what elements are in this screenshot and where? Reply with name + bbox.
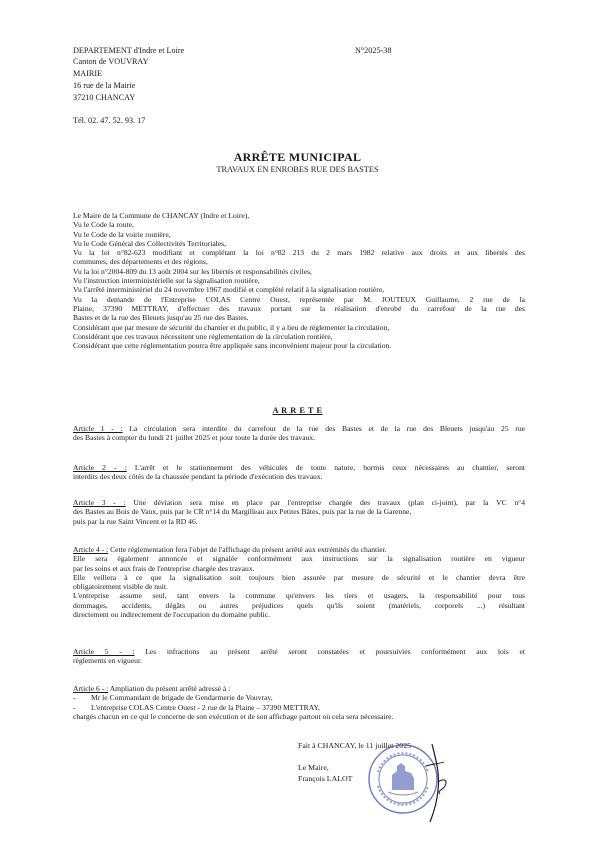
article-text: Elle sera également annoncée et signalée conformément aux instructions sur la signalisation routière en vigueur xyxy=(73,554,525,564)
article-text: Elle veillera à ce que la signalisation soit toujours bien assurée par mesure de sécurité et le chantier devra être xyxy=(73,572,525,582)
city-line: 37210 CHANCAY xyxy=(73,93,136,102)
preamble-line: Vu l'instruction interministérielle sur la signalisation routière, xyxy=(73,276,260,286)
article-label: Article 1 - : xyxy=(73,424,123,433)
article-text: L'entreprise assume seul, tant envers la commune qu'envers les tiers et usagers, la responsabilité pour tous xyxy=(73,591,525,601)
signatory-role: Le Maire, xyxy=(298,763,329,772)
recipient-text: L'entreprise COLAS Centre Ouest - 2 rue de la Plaine – 37390 METTRAY, xyxy=(91,702,320,712)
decree-number: N°2025-38 xyxy=(355,46,392,55)
preamble-line: Bastes et de la rue des Bleuets jusqu'au 25 rue des Bastes. xyxy=(73,313,249,323)
bullet-icon: - xyxy=(73,702,76,712)
article-5 xyxy=(73,647,525,666)
recipient-text: Mr le Commandant de brigade de Gendarmerie de Vouvray, xyxy=(91,693,273,703)
article-label: Article 2 - : xyxy=(73,463,127,472)
article-text: La circulation sera interdite du carrefour de la rue des Bastes et de la rue des Bleuets jusqu'au 25 rue xyxy=(122,424,525,433)
article-text: Ampliation du présent arrêté adressé à : xyxy=(108,684,231,693)
article-label: Article 6 - : xyxy=(73,684,109,693)
department-line: DEPARTEMENT d'Indre et Loire xyxy=(73,46,185,55)
canton-line: Canton de VOUVRAY xyxy=(73,57,149,66)
phone-line: Tél. 02. 47. 52. 93. 17 xyxy=(73,116,146,125)
article-label: Article 3 - : xyxy=(73,498,126,507)
article-text: directement ou indirectement de l'occupation du domaine public. xyxy=(73,610,271,620)
page-subtitle: TRAVAUX EN ENROBES RUE DES BASTES xyxy=(216,165,379,174)
article-text: par les soins et aux frais de l'entreprise chargée des travaux. xyxy=(73,563,255,573)
article-text: règlements en vigueur. xyxy=(73,656,142,666)
mairie-line: MAIRIE xyxy=(73,69,103,78)
article-text: L'arrêt et le stationnement des véhicules de toute nature, hormis ceux nécessaires au chantier, seront xyxy=(126,463,525,472)
handwritten-signature xyxy=(418,742,458,824)
article-2 xyxy=(73,463,525,482)
preamble-line: Vu la demande de l'Entreprise COLAS Centre Ouest, représentée par M. JOUTEUX Guillaume, 2 rue de la xyxy=(73,294,525,304)
article-6 xyxy=(73,684,525,721)
article-label: Article 5 - : xyxy=(73,647,135,656)
list-item xyxy=(73,693,525,702)
preamble-line: communes, des départements et des régions, xyxy=(73,257,208,267)
page-title: ARRÊTE MUNICIPAL xyxy=(233,150,362,164)
preamble-line: Vu l'arrêté interministériel du 24 novembre 1967 modifié et complété relatif à la signalisation routière, xyxy=(73,285,385,295)
street-line: 16 rue de la Mairie xyxy=(73,81,136,90)
preamble-line: Considérant que ces travaux nécessitent une réglementation de la circulation routière, xyxy=(73,331,333,341)
preamble-line: Vu la loi n°2004-809 du 13 août 2004 sur les libertés et responsabilités civiles, xyxy=(73,266,312,276)
preamble-line: Vu le Code de la voirie routière, xyxy=(73,229,171,239)
preamble-line: Le Maire de la Commune de CHANCAY (Indre et Loire), xyxy=(73,211,250,220)
arrete-heading: A R R E T E xyxy=(272,406,323,415)
article-text: des Bastes à compter du lundi 21 juillet 2025 et pour toute la durée des travaux. xyxy=(73,433,316,443)
preamble xyxy=(73,211,525,350)
article-3 xyxy=(73,498,525,526)
preamble-line: Plaine, 37390 METTRAY, d'effectuer des travaux portant sur la réalisation d'enrobé du carrefour de la rue des xyxy=(73,303,525,313)
article-text: dommages, accidents, dégâts ou autres préjudices quels qu'ils soient (matériels, corporels ...) résultant xyxy=(73,600,525,610)
bullet-icon: - xyxy=(73,693,76,703)
preamble-line: Vu la loi n°82-623 modifiant et complétant la loi n°82 213 du 2 mars 1982 relative aux droits et aux libertés des xyxy=(73,248,525,258)
article-text: des Bastes au Bois de Vaux, puis par le CR n°14 du Margilleau aux Petites Bâtes, puis par la rue de la Garenne, xyxy=(73,507,412,517)
article-text: interdits des deux côtés de la chaussée pendant la période d'exécution des travaux. xyxy=(73,472,323,482)
article-text: Les infractions au présent arrêté seront constatées et poursuivies conformément aux lois et xyxy=(134,647,525,656)
article-text: puis par la rue Saint Vincent et la RD 46. xyxy=(73,516,198,526)
preamble-line: Considérant que par mesure de sécurité du chantier et du public, il y a lieu de réglementer la circulation, xyxy=(73,322,390,332)
article-1 xyxy=(73,424,525,443)
article-text: chargés chacun en ce qui le concerne de son exécution et de son affichage partout où cela sera nécessaire. xyxy=(73,711,394,721)
preamble-line: Vu le Code Général des Collectivités Territoriales, xyxy=(73,238,227,248)
article-text: Cette réglementation fera l'objet de l'affichage du présent arrêté aux extrémités du chantier. xyxy=(108,545,387,554)
list-item xyxy=(73,703,525,712)
signatory-name: François LALOT xyxy=(298,774,353,783)
preamble-line: Vu le Code la route, xyxy=(73,220,134,230)
article-text: obligatoirement visible de nuit. xyxy=(73,582,168,592)
article-4 xyxy=(73,545,525,619)
date-line: Fait à CHANCAY, le 11 juillet 2025 xyxy=(298,741,411,750)
article-label: Article 4 - : xyxy=(73,545,109,554)
preamble-line: Considérant que cette réglementation pourra être appliquée sans inconvénient majeur pour la circulation. xyxy=(73,341,392,351)
article-text: Une déviation sera mise en place par l'entreprise chargée des travaux (plan ci-joint), par la VC n°4 xyxy=(125,498,525,507)
